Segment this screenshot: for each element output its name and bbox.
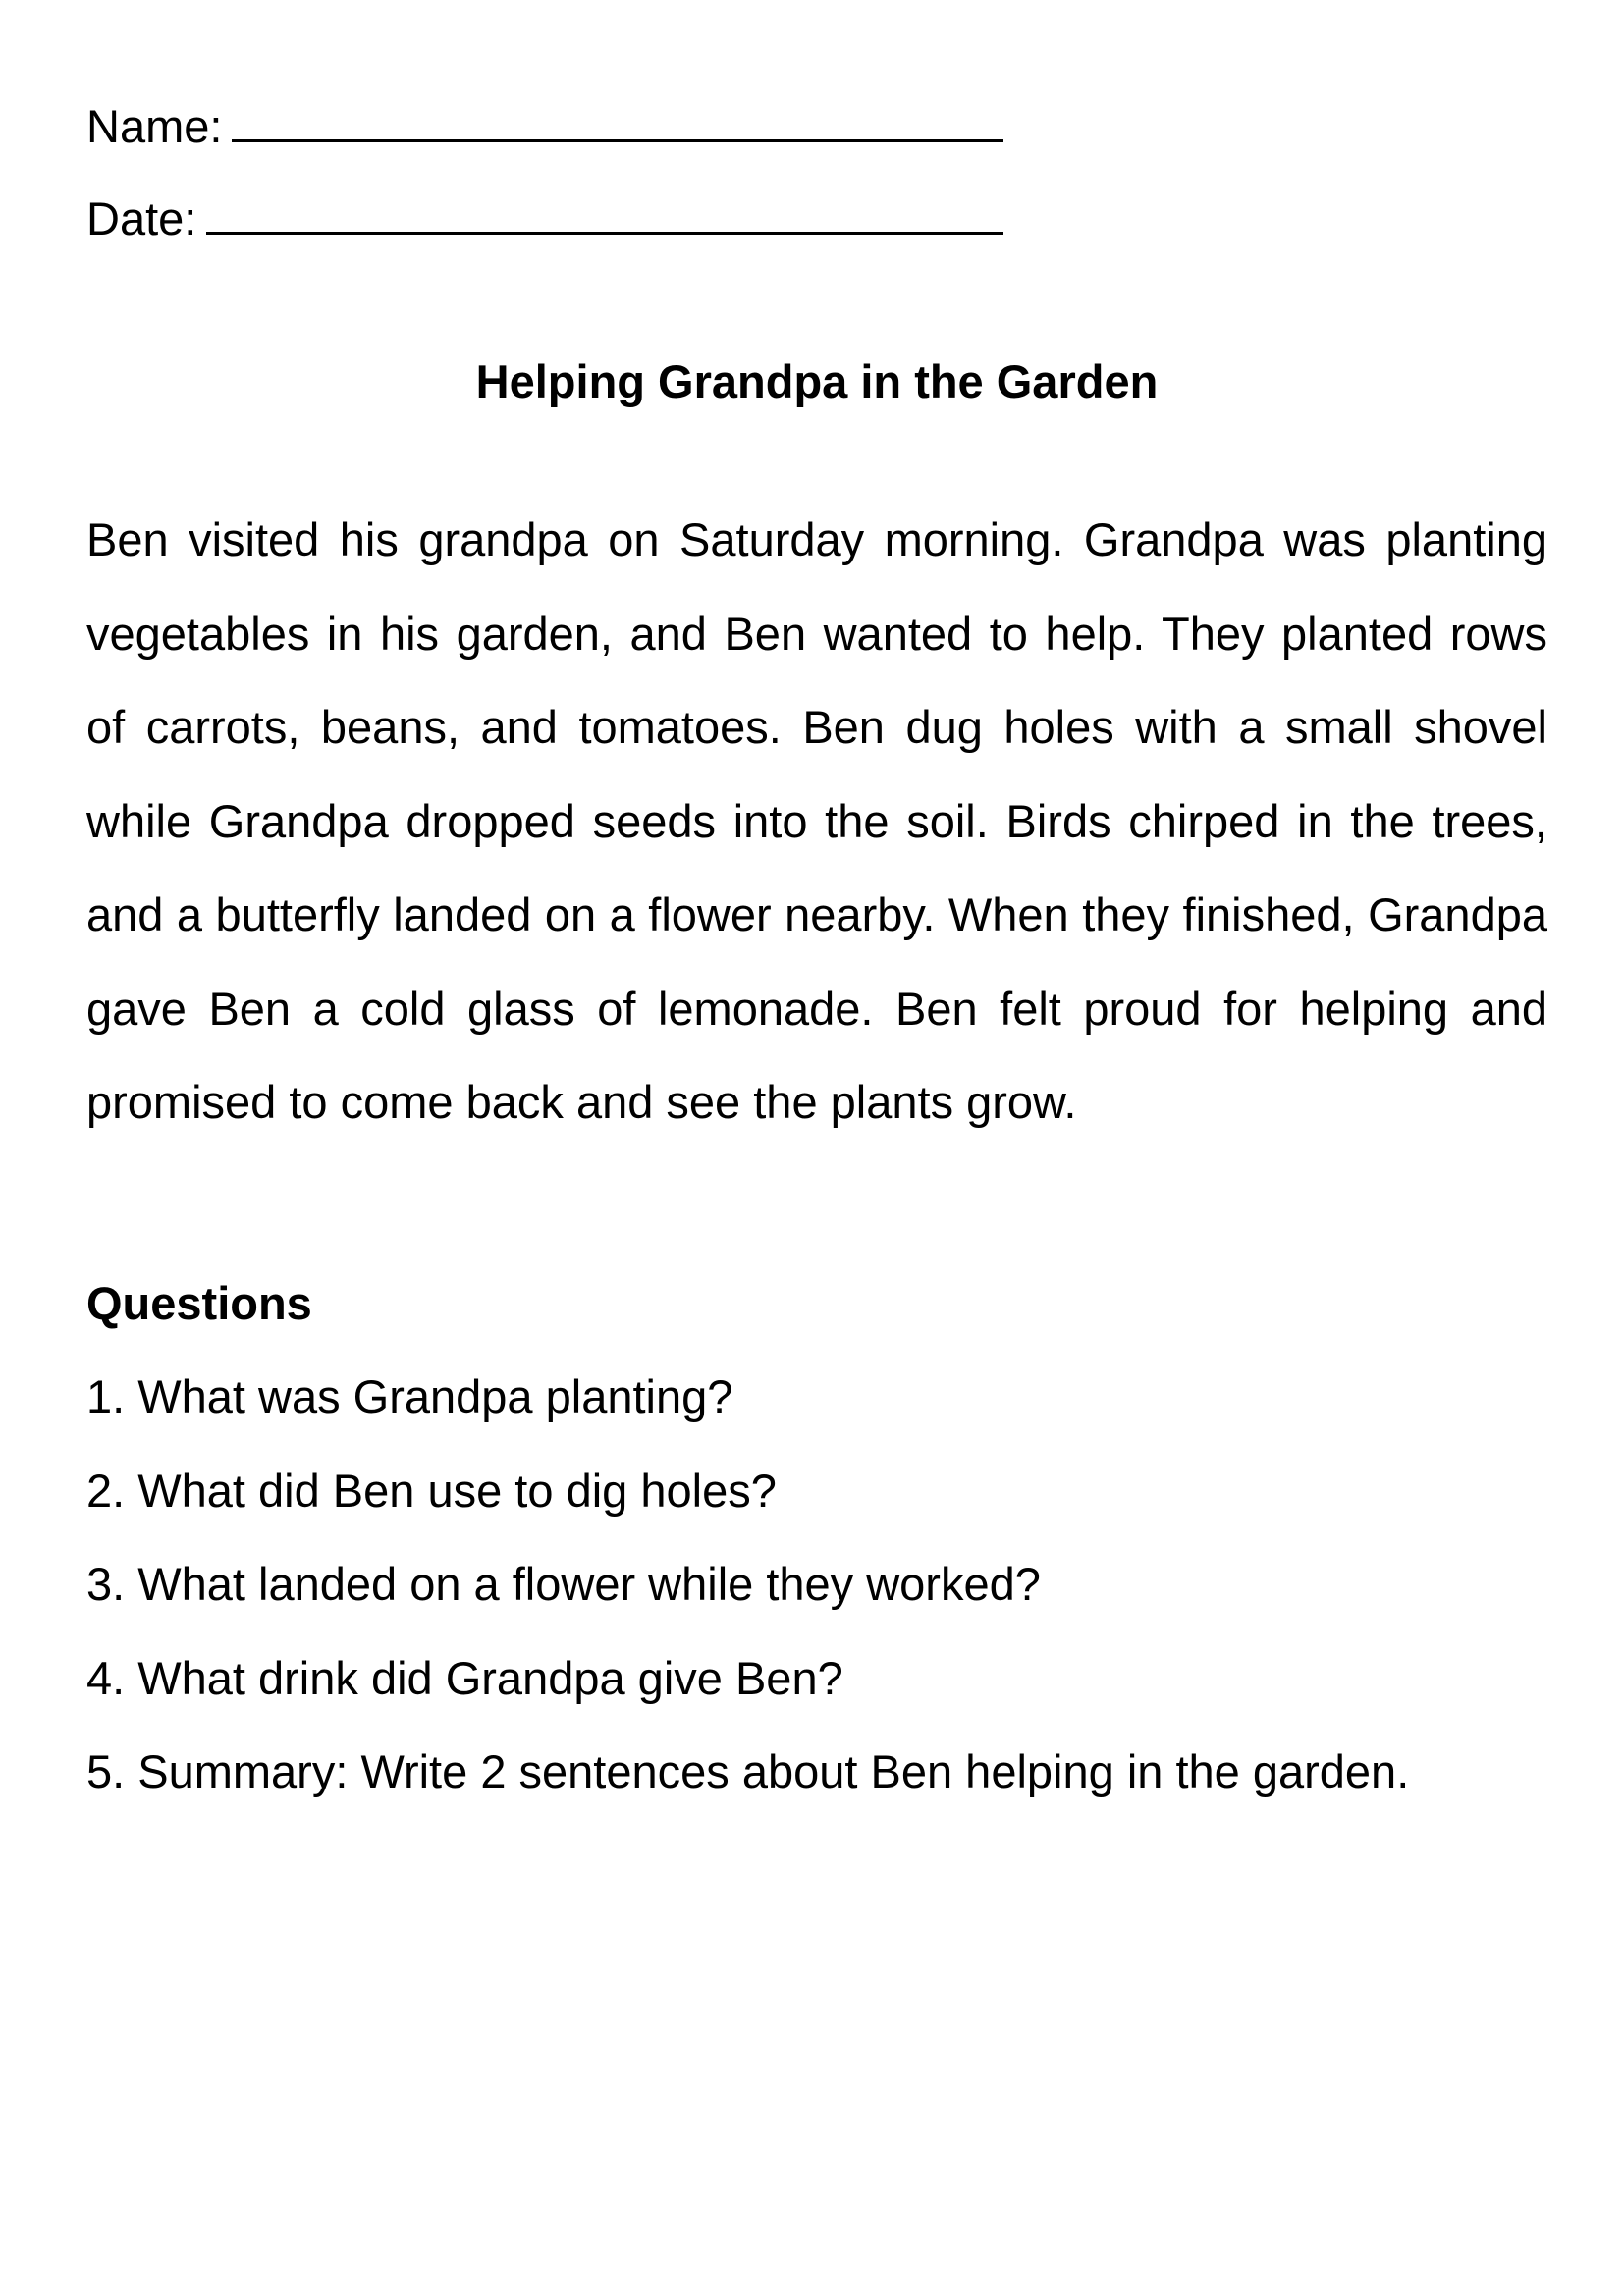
- worksheet-title: Helping Grandpa in the Garden: [475, 355, 1159, 408]
- question-item-4: 4. What drink did Grandpa give Ben?: [86, 1651, 843, 1704]
- name-field: [86, 96, 1003, 154]
- name-label: Name:: [86, 100, 223, 152]
- name-blank-line[interactable]: [232, 96, 1003, 142]
- questions-heading: Questions: [86, 1277, 312, 1329]
- date-field: [86, 188, 1003, 246]
- date-blank-line[interactable]: [206, 188, 1003, 235]
- question-item-5: 5. Summary: Write 2 sentences about Ben helping in the garden.: [86, 1745, 1410, 1797]
- questions-list: [86, 1369, 1409, 1839]
- question-item-1: 1. What was Grandpa planting?: [86, 1370, 733, 1422]
- date-label: Date:: [86, 192, 197, 244]
- question-item-2: 2. What did Ben use to dig holes?: [86, 1464, 777, 1517]
- question-item-3: 3. What landed on a flower while they worked?: [86, 1558, 1041, 1610]
- reading-passage: Ben visited his grandpa on Saturday morning. Grandpa was planting vegetables in his garden, and Ben wanted to help. They planted rows of carrots, beans, and tomatoes. Ben dug holes with a small shovel while Grandpa dropped seeds into the soil. Birds chirped in the trees, and a butterfly landed on a flower nearby. When they finished, Grandpa gave Ben a cold glass of lemonade. Ben felt proud for helping and promised to come back and see the plants grow.: [86, 513, 1547, 1128]
